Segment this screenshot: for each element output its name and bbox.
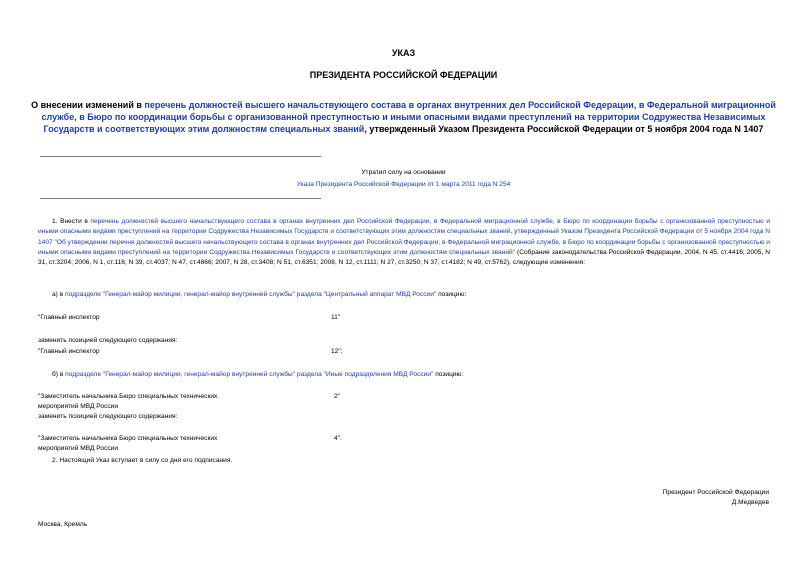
item-b-lead: б) в bbox=[52, 371, 66, 378]
item-b-old-label: "Заместитель начальника Бюро специальных технических мероприятий МВД России bbox=[38, 393, 218, 411]
item-a-old-label: "Главный инспектор bbox=[38, 314, 100, 321]
item-b-replace: заменить позицией следующего содержания: bbox=[38, 413, 178, 420]
item-b-new-value: 4". bbox=[334, 435, 342, 442]
item-b-intro bbox=[52, 370, 772, 380]
expired-note: Утратил силу на основании bbox=[361, 169, 446, 176]
divider-top bbox=[40, 156, 321, 157]
item-a-new-value: 12"; bbox=[331, 348, 343, 355]
decree-title: УКАЗ bbox=[391, 48, 416, 58]
item-b-link[interactable]: подразделе "Генерал-майор милиции, генерал-майор внутренней службы" раздела "Иные подразделения МВД России" bbox=[65, 371, 434, 378]
signature-title: Президент Российской Федерации bbox=[662, 489, 769, 496]
item-a-new-label: "Главный инспектор bbox=[38, 348, 100, 355]
item-a-link[interactable]: подразделе "Генерал-майор милиции, генерал-майор внутренней службы" раздела "Центральный аппарат МВД России" bbox=[65, 291, 437, 298]
paragraph-1-rest: (Собрание законодательства Российской Федерации, 2004, N 45, ст.4416; 2005, N 31, ст.3204; 2006, N 1, ст.116; N 39, ст.4037; N 47, ст.4866; 2007, N 28, ст.3408; N 51, ст.6351; 2008, N 12, ст.1111; N 27, ст.3250; N 37, ст.4182; N 49, ст.5762), следующие изменения: bbox=[38, 248, 770, 267]
item-a-lead: а) в bbox=[52, 291, 66, 298]
paragraph-1 bbox=[38, 217, 770, 268]
paragraph-2: 2. Настоящий Указ вступает в силу со дня его подписания. bbox=[52, 457, 233, 464]
item-a-tail: позицию: bbox=[436, 291, 467, 298]
subject-suffix: , утвержденный Указом Президента Российской Федерации от 5 ноября 2004 года N 1407 bbox=[364, 124, 764, 134]
item-b-tail: позицию: bbox=[433, 371, 464, 378]
item-b-new-label: "Заместитель начальника Бюро специальных технических мероприятий МВД России bbox=[38, 435, 218, 453]
subject-link[interactable]: перечень должностей высшего начальствующего состава в органах внутренних дел Российской Федерации, в Федеральной миграционной службе, в Бюро по координации борьбы с организованной преступностью и иными опасными видами преступлений на территории Содружества Независимых Государств и соответствующих этим должностям специальных званий bbox=[41, 100, 776, 134]
item-a-old-value: 11" bbox=[331, 314, 341, 321]
president-title: ПРЕЗИДЕНТА РОССИЙСКОЙ ФЕДЕРАЦИИ bbox=[309, 70, 498, 80]
paragraph-1-lead: 1. Внести в bbox=[52, 218, 91, 225]
expired-link[interactable]: Указа Президента Российской Федерации от 1 марта 2011 года N 254 bbox=[296, 181, 511, 188]
signature-name: Д.Медведев bbox=[731, 499, 769, 506]
item-a-replace: заменить позицией следующего содержания: bbox=[38, 337, 178, 344]
item-b-old-value: 2" bbox=[334, 393, 341, 400]
signing-place: Москва, Кремль bbox=[38, 521, 88, 528]
item-a-intro bbox=[52, 290, 772, 300]
decree-subject bbox=[30, 99, 777, 135]
subject-prefix: О внесении изменений в bbox=[31, 100, 145, 110]
list-link[interactable]: перечень должностей высшего начальствующего состава в органах внутренних дел Российской Федерации, в Федеральной миграционной службе, в Бюро по координации борьбы с организованной преступностью и иными опасными видами преступлений на территории Содружества Независимых Государств и соответствующих этим должностям специальных званий, утвержденный Указом Президента Российской Федерации от 5 ноября 2004 года N 1407 "Об утверждении перечня должностей высшего начальствующего состава в органах внутренних дел Российской Федерации, в Федеральной миграционной службе, в Бюро по координации борьбы с организованной преступностью и иными опасными видами преступлений на территории Содружества Независимых Государств и соответствующих этим должностям специальных званий" bbox=[38, 218, 770, 256]
divider-bottom bbox=[40, 198, 321, 199]
